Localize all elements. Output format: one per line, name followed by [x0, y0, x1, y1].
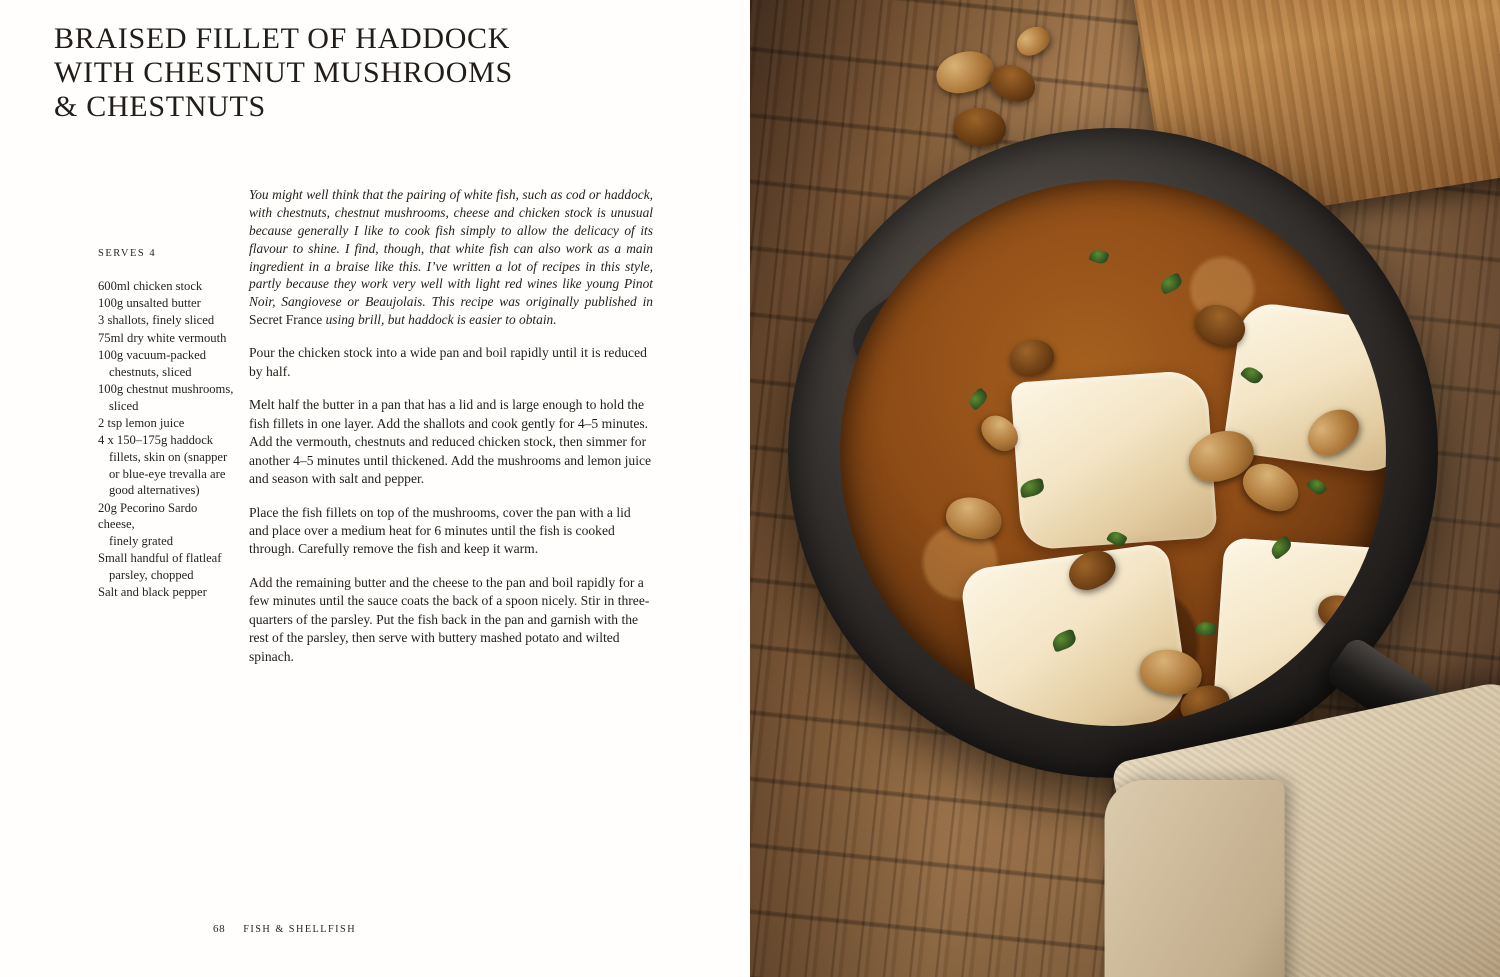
intro-paragraph — [249, 186, 653, 329]
fish-fillet — [1010, 369, 1217, 550]
list-item — [98, 295, 236, 312]
title-line-2: WITH CHESTNUT MUSHROOMS — [54, 56, 513, 90]
title-line-1: BRAISED FILLET OF HADDOCK — [54, 22, 511, 55]
ingredient-text: 600ml chicken stock — [98, 279, 203, 293]
page-title — [54, 22, 654, 125]
ingredient-continuation: finely grated — [109, 534, 173, 549]
method-step-4: Add the remaining butter and the cheese to the pan and boil rapidly for a few minutes until the sauce coats the back of a spoon nicely. Stir in three-quarters of the parsley. Put the fish back in the pan and garnish with the rest of the parsley, then serve with buttery mashed potato and wilted spinach. — [249, 574, 650, 664]
ingredient-text: 100g unsalted butter — [98, 296, 201, 311]
method-step-3: Place the fish fillets on top of the mushrooms, cover the pan with a lid and place over a medium heat for 6 minutes until the fish is cooked through. Carefully remove the fish and keep it warm. — [249, 504, 631, 557]
list-item — [98, 330, 236, 347]
ingredient-text: 2 tsp lemon juice — [98, 415, 185, 430]
recipe-body — [249, 186, 653, 681]
list-item — [98, 381, 236, 414]
chapter-name: FISH & SHELLFISH — [243, 924, 357, 935]
list-item — [98, 312, 236, 329]
page-number: 68 — [213, 923, 226, 935]
ingredient-text: Small handful of flatleaf — [98, 551, 222, 566]
title-line-3: & CHESTNUTS — [54, 90, 266, 124]
ingredient-continuation: sliced — [109, 398, 139, 413]
serves-label: SERVES 4 — [98, 248, 157, 259]
list-item — [98, 347, 236, 380]
list-item — [98, 432, 236, 499]
ingredient-text: 75ml dry white vermouth — [98, 330, 227, 345]
folio — [213, 923, 356, 935]
list-item — [98, 500, 236, 550]
list-item — [98, 278, 236, 295]
intro-book-title: Secret France — [249, 312, 323, 328]
intro-post: using brill, but haddock is easier to obtain. — [322, 312, 557, 328]
recipe-photo — [750, 0, 1500, 977]
list-item — [98, 550, 236, 583]
skillet-interior — [840, 180, 1386, 726]
ingredient-continuation: fillets, skin on (snapper or blue-eye trevalla are good alternatives) — [109, 449, 228, 498]
ingredient-text: 100g vacuum-packed — [98, 347, 207, 362]
ingredients-items — [98, 278, 236, 601]
method-step-2: Melt half the butter in a pan that has a lid and is large enough to hold the fish fillets in one layer. Add the shallots and cook gently for 4–5 minutes. Add the vermouth, chestnuts and reduced chicken stock, then simmer for another 4–5 minutes until thickened. Add the mushrooms and lemon juice and season with salt and pepper. — [249, 397, 652, 487]
ingredient-text: 20g Pecorino Sardo cheese, — [98, 500, 198, 532]
list-item — [98, 415, 236, 432]
intro-pre: You might well think that the pairing of white fish, such as cod or haddock, with chestnuts, chestnut mushrooms, cheese and chicken stock is unusual because generally I like to cook fish simply to allow the delicacy of its flavour to shine. I find, though, that white fish can also work as a main ingredient in a braise like this. I’ve written a lot of recipes in this style, partly because they work very well with light red wines like young Pinot Noir, Sangiovese or Beaujolais. This recipe was originally published in — [249, 187, 653, 310]
ingredient-text: 3 shallots, finely sliced — [98, 313, 215, 328]
ingredient-text: Salt and black pepper — [98, 585, 207, 600]
ingredients-list — [98, 278, 236, 601]
ingredient-text: 100g chestnut mushrooms, — [98, 381, 234, 396]
ingredient-continuation: parsley, chopped — [109, 567, 194, 582]
ingredient-text: 4 x 150–175g haddock — [98, 433, 214, 448]
list-item — [98, 584, 236, 601]
ingredient-continuation: chestnuts, sliced — [109, 364, 192, 379]
method-step-1: Pour the chicken stock into a wide pan and boil rapidly until it is reduced by half. — [249, 345, 647, 379]
